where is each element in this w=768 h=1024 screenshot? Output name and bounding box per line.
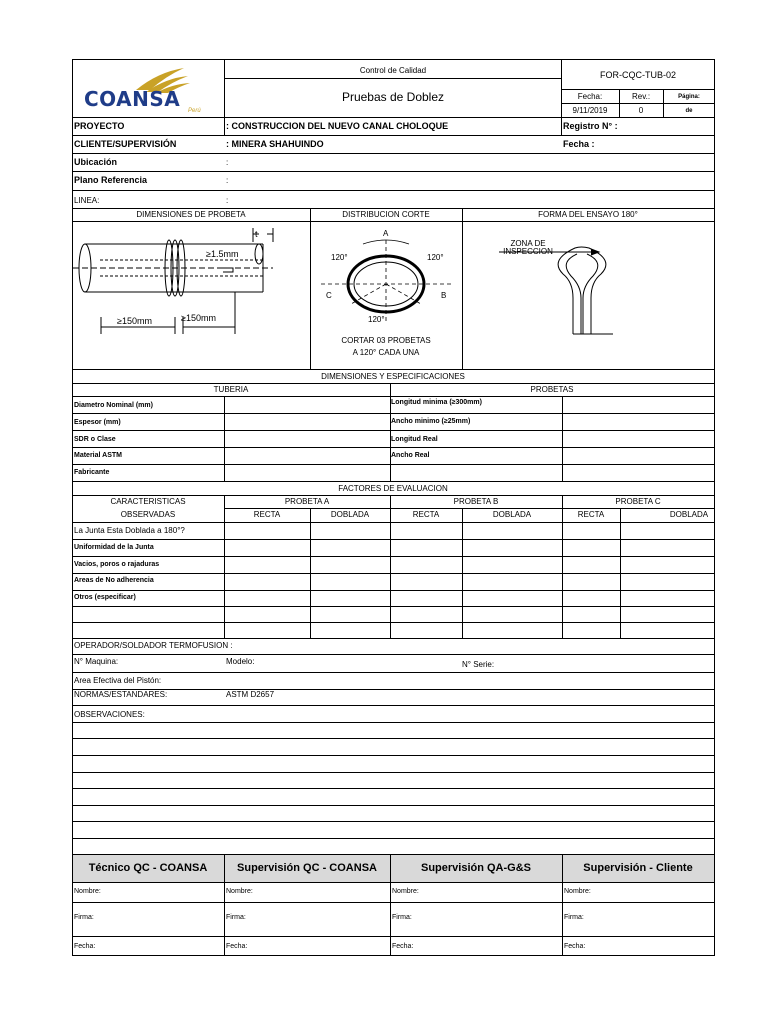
- doblada-header: DOBLADA: [492, 510, 532, 519]
- operador-label: OPERADOR/SOLDADOR TERMOFUSION :: [74, 641, 233, 650]
- cliente-value[interactable]: : MINERA SHAHUINDO: [226, 139, 324, 149]
- zona-line2: INSPECCION: [503, 247, 553, 256]
- angle-right: 120°: [427, 253, 444, 262]
- rev-label: Rev.:: [631, 92, 651, 101]
- point-b: B: [441, 291, 447, 300]
- firma-label: Firma:: [564, 914, 584, 921]
- registro-label: Registro N° :: [563, 121, 618, 131]
- normas-value[interactable]: ASTM D2657: [226, 690, 275, 699]
- firma-label: Firma:: [74, 914, 94, 921]
- probeta-b-header: PROBETA B: [453, 497, 499, 506]
- probeta-a-header: PROBETA A: [284, 497, 330, 506]
- factor-row: La Junta Esta Doblada a 180°?: [74, 526, 185, 535]
- caracteristicas-header: CARACTERISTICAS: [110, 497, 186, 506]
- specs-title: DIMENSIONES Y ESPECIFICACIONES: [321, 372, 465, 381]
- serie-label: N° Serie:: [462, 660, 495, 669]
- dist-corte-title: DISTRIBUCION CORTE: [342, 210, 430, 219]
- linea-label: LINEA:: [74, 196, 100, 205]
- observadas-header: OBSERVADAS: [120, 510, 176, 519]
- firma-header-supervision-cliente: Supervisión - Cliente: [583, 862, 693, 874]
- angle-bottom: 120°: [368, 315, 385, 324]
- fecha-firma-label: Fecha:: [74, 943, 96, 950]
- point-a: A: [383, 229, 389, 238]
- recta-header: RECTA: [412, 510, 440, 519]
- fecha-info-label: Fecha :: [563, 139, 595, 149]
- nombre-label: Nombre:: [226, 888, 253, 895]
- distribucion-corte-diagram: [311, 222, 461, 368]
- spec-left-row: Fabricante: [74, 469, 110, 476]
- doblada-header: DOBLADA: [669, 510, 709, 519]
- rev-value[interactable]: 0: [638, 106, 644, 115]
- nombre-label: Nombre:: [392, 888, 419, 895]
- probeta-c-header: PROBETA C: [615, 497, 661, 506]
- dim-probeta-title: DIMENSIONES DE PROBETA: [136, 210, 246, 219]
- plano-value[interactable]: :: [226, 176, 229, 185]
- fecha-header-value[interactable]: 9/11/2019: [572, 106, 608, 115]
- spec-right-row: Ancho minimo (≥25mm): [391, 418, 471, 425]
- logo-subtext: Perú: [188, 108, 201, 114]
- maquina-label: N° Maquina:: [74, 657, 119, 666]
- pagina-label: Página:: [678, 94, 700, 100]
- spec-right-row: Longitud minima (≥300mm): [391, 399, 482, 406]
- point-c: C: [326, 291, 332, 300]
- min-150mm-b: ≥150mm: [181, 313, 216, 323]
- spec-right-row: Longitud Real: [391, 436, 438, 443]
- factor-row: Otros (especificar): [74, 594, 136, 601]
- forma-ensayo-diagram: [463, 222, 714, 368]
- min-150mm-a: ≥150mm: [117, 316, 152, 326]
- proyecto-label: PROYECTO: [74, 121, 125, 131]
- de-label: de: [685, 108, 693, 114]
- ubicacion-value[interactable]: :: [226, 158, 229, 167]
- tuberia-header: TUBERIA: [213, 385, 249, 394]
- form-code: FOR-CQC-TUB-02: [600, 70, 676, 80]
- spec-left-row: Material ASTM: [74, 452, 122, 459]
- proyecto-value[interactable]: : CONSTRUCCION DEL NUEVO CANAL CHOLOQUE: [226, 121, 449, 131]
- factor-row: Vacios, poros o rajaduras: [74, 561, 160, 568]
- observaciones-label: OBSERVACIONES:: [74, 710, 145, 719]
- t-label: t: [255, 229, 258, 239]
- modelo-label: Modelo:: [226, 657, 255, 666]
- spec-left-row: Espesor (mm): [74, 419, 121, 426]
- fecha-firma-label: Fecha:: [226, 943, 248, 950]
- form-title: Pruebas de Doblez: [341, 90, 445, 104]
- cortar-line2: A 120° CADA UNA: [352, 348, 420, 357]
- min-1-5mm: ≥1.5mm: [206, 249, 239, 259]
- control-title: Control de Calidad: [359, 66, 427, 75]
- factor-row: Uniformidad de la Junta: [74, 544, 154, 551]
- cortar-line1: CORTAR 03 PROBETAS: [341, 336, 431, 345]
- nombre-label: Nombre:: [74, 888, 101, 895]
- normas-label: NORMAS/ESTANDARES:: [74, 690, 168, 699]
- firma-label: Firma:: [392, 914, 412, 921]
- factores-title: FACTORES DE EVALUACION: [338, 484, 448, 493]
- spec-left-row: Diametro Nominal (mm): [74, 402, 153, 409]
- plano-label: Plano Referencia: [74, 175, 148, 185]
- angle-left: 120°: [331, 253, 348, 262]
- ubicacion-label: Ubicación: [74, 157, 118, 167]
- cliente-label: CLIENTE/SUPERVISIÓN: [74, 139, 177, 149]
- recta-header: RECTA: [253, 510, 281, 519]
- fecha-header-label: Fecha:: [577, 92, 603, 101]
- fecha-firma-label: Fecha:: [564, 943, 586, 950]
- pipe-dimension-diagram: [73, 222, 309, 368]
- probetas-header: PROBETAS: [530, 385, 574, 394]
- linea-value[interactable]: :: [226, 196, 229, 205]
- firma-header-supervision-qa: Supervisión QA-G&S: [420, 862, 532, 874]
- factor-row: Areas de No adherencia: [74, 577, 154, 584]
- spec-right-row: Ancho Real: [391, 452, 430, 459]
- firma-header-tecnico-qc: Técnico QC - COANSA: [88, 862, 208, 874]
- logo-text: COANSA: [84, 87, 181, 111]
- nombre-label: Nombre:: [564, 888, 591, 895]
- fecha-firma-label: Fecha:: [392, 943, 414, 950]
- firma-header-supervision-qc: Supervisión QC - COANSA: [237, 862, 377, 874]
- area-label: Area Efectiva del Pistón:: [74, 676, 162, 685]
- spec-left-row: SDR o Clase: [74, 436, 116, 443]
- firma-label: Firma:: [226, 914, 246, 921]
- doblada-header: DOBLADA: [330, 510, 370, 519]
- forma-ensayo-title: FORMA DEL ENSAYO 180°: [538, 210, 638, 219]
- recta-header: RECTA: [577, 510, 605, 519]
- zona-line1: ZONA DE: [510, 239, 546, 248]
